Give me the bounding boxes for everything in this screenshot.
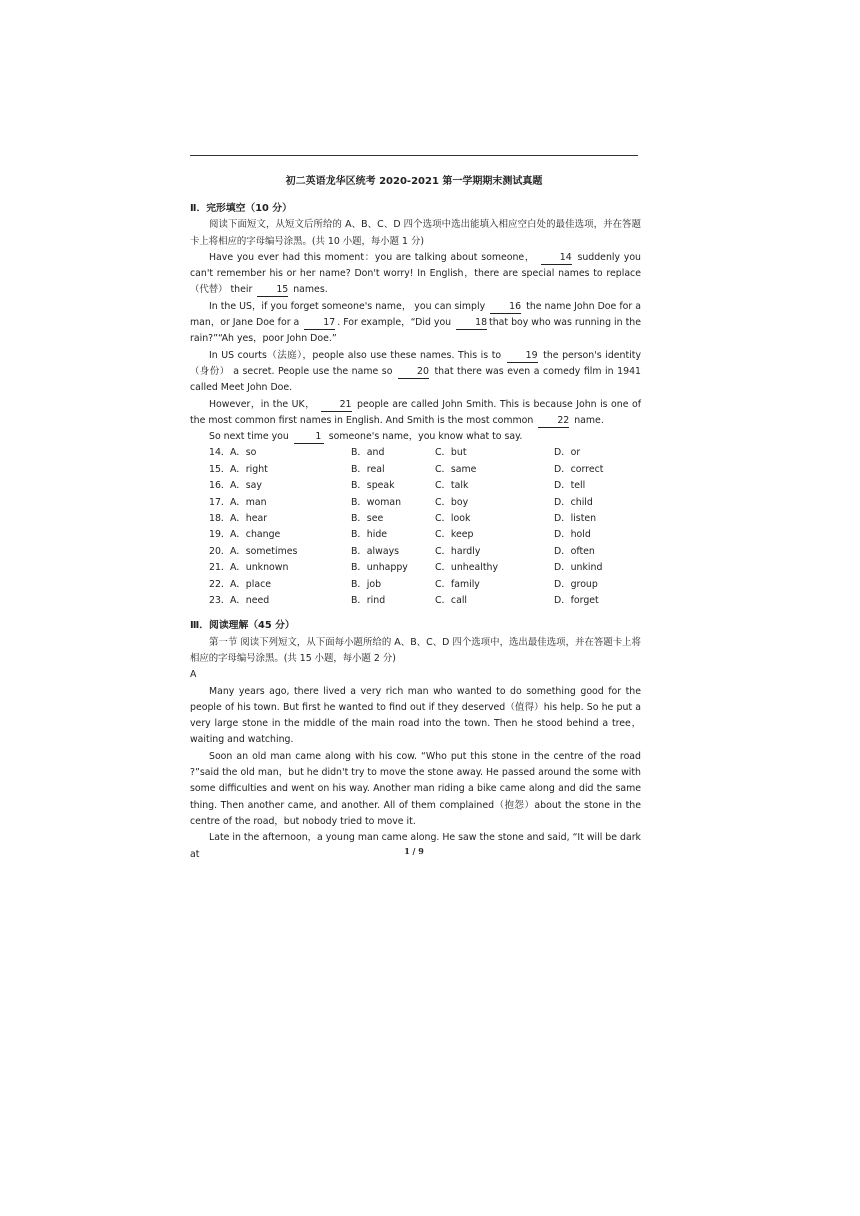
section-3-instructions: 第一节 阅读下列短文，从下面每小题所给的 A、B、C、D 四个选项中，选出最佳选项，并在答题卡上将相应的字母编号涂黑。(共 15 小题，每小题 2 分) xyxy=(190,636,641,664)
question-number: 19． xyxy=(209,529,231,541)
option-c: C．unhealthy xyxy=(435,562,499,574)
page-title: 初二英语龙华区统考 2020-2021 第一学期期末测试真题 xyxy=(285,176,543,187)
option-row xyxy=(209,495,641,511)
option-row xyxy=(209,511,641,527)
option-row xyxy=(209,462,641,478)
option-row xyxy=(209,478,641,494)
option-d: D．child xyxy=(554,496,593,508)
option-row xyxy=(209,577,641,593)
option-b: B．woman xyxy=(351,496,402,508)
option-a: A．change xyxy=(230,529,281,541)
option-c: C．same xyxy=(435,463,477,475)
option-a: A．hear xyxy=(230,513,268,525)
cloze-paragraph-2 xyxy=(190,299,641,348)
option-d: D．often xyxy=(554,545,595,557)
cloze-text: the person's identity（身份） a secret. People use the name so xyxy=(190,349,641,377)
question-number: 16． xyxy=(209,480,231,492)
cloze-text: Have you ever had this moment：you are talking about someone， xyxy=(209,251,536,263)
option-row xyxy=(209,560,641,576)
cloze-paragraph-1 xyxy=(190,250,641,299)
cloze-blank-21: 21 xyxy=(321,399,352,412)
answer-options xyxy=(209,445,641,609)
option-a: A．say xyxy=(230,480,262,492)
option-d: D．listen xyxy=(554,513,597,525)
question-number: 21． xyxy=(209,562,231,574)
option-d: D．group xyxy=(554,578,598,590)
option-b: B．job xyxy=(351,578,382,590)
cloze-paragraph-5 xyxy=(190,429,641,445)
option-d: D．unkind xyxy=(554,562,603,574)
option-a: A．so xyxy=(230,447,257,459)
option-c: C．but xyxy=(435,447,467,459)
cloze-blank-19: 19 xyxy=(507,350,538,363)
question-number: 20． xyxy=(209,545,231,557)
cloze-blank-15: 15 xyxy=(257,284,288,297)
option-b: B．and xyxy=(351,447,385,459)
exam-content xyxy=(190,201,641,863)
cloze-text: the name John Doe for a man，or Jane Doe for a xyxy=(190,300,641,329)
option-a: A．place xyxy=(230,578,272,590)
cloze-text: suddenly you can't remember his or her name? Don't worry! In English，there are special names to replace（代替） their xyxy=(190,251,641,296)
cloze-blank-17: 17 xyxy=(304,317,335,330)
option-c: C．boy xyxy=(435,496,469,508)
question-number: 15． xyxy=(209,463,231,475)
option-c: C．look xyxy=(435,513,471,525)
section-2-instructions: 阅读下面短文，从短文后所给的 A、B、C、D 四个选项中选出能填入相应空白处的最佳选项，并在答题卡上将相应的字母编号涂黑。(共 10 小题，每小题 1 分) xyxy=(190,219,641,247)
cloze-text: In the US，if you forget someone's name， you can simply xyxy=(209,300,486,312)
option-a: A．sometimes xyxy=(230,545,298,557)
cloze-text: name. xyxy=(574,414,604,426)
cloze-text: someone's name，you know what to say. xyxy=(328,431,523,443)
cloze-paragraph-4 xyxy=(190,397,641,430)
option-a: A．right xyxy=(230,463,268,475)
cloze-blank-16: 16 xyxy=(490,301,521,314)
page-number: 1 / 9 xyxy=(404,846,424,856)
section-2-heading: Ⅱ．完形填空（10 分） xyxy=(190,203,292,214)
option-b: B．see xyxy=(351,513,384,525)
option-d: D．or xyxy=(554,447,581,459)
section-3-heading: Ⅲ．阅读理解（45 分） xyxy=(190,620,295,632)
option-b: B．always xyxy=(351,545,400,557)
cloze-text: However，in the UK， xyxy=(209,398,316,410)
cloze-text: names. xyxy=(293,284,328,296)
question-number: 23． xyxy=(209,594,231,606)
question-number: 14． xyxy=(209,447,231,459)
cloze-text: . For example，“Did you xyxy=(337,317,452,329)
header-rule xyxy=(190,155,638,156)
passage-label: A xyxy=(190,669,197,681)
option-c: C．keep xyxy=(435,529,474,541)
cloze-paragraph-3 xyxy=(190,348,641,397)
option-b: B．hide xyxy=(351,529,388,541)
option-b: B．real xyxy=(351,463,385,475)
cloze-text: So next time you xyxy=(209,431,289,443)
option-c: C．hardly xyxy=(435,545,481,557)
option-row xyxy=(209,593,641,609)
passage-paragraph: Soon an old man came along with his cow. “Who put this stone in the centre of the road ?”said the old man，but he didn't try to move the stone away. He passed around the some with some difficulties and went on his way. Another man riding a bike came along and did the same thing. Then another came, and another. All of them complained（抱怨）about the stone in the centre of the road，but nobody tried to move it. xyxy=(190,750,641,827)
cloze-blank-14: 14 xyxy=(541,252,572,265)
option-row xyxy=(209,445,641,461)
passage-paragraph: Late in the afternoon，a young man came along. He saw the stone and said, “It will be dark at xyxy=(190,832,641,860)
question-number: 17． xyxy=(209,496,231,508)
question-number: 22． xyxy=(209,578,231,590)
option-d: D．correct xyxy=(554,463,604,475)
option-row xyxy=(209,527,641,543)
option-d: D．hold xyxy=(554,529,591,541)
question-number: 18． xyxy=(209,513,231,525)
option-c: C．talk xyxy=(435,480,469,492)
option-a: A．man xyxy=(230,496,267,508)
passage-paragraph: Many years ago, there lived a very rich man who wanted to do something good for the people of his town. But first he wanted to find out if they deserved（值得）his help. So he put a very large stone in the middle of the main road into the town. Then he stood behind a tree，waiting and watching. xyxy=(190,685,641,746)
option-c: C．call xyxy=(435,594,468,606)
cloze-blank-20: 20 xyxy=(398,366,429,379)
cloze-text: that there was even a comedy film in 1941 called Meet John Doe. xyxy=(190,365,641,394)
option-a: A．unknown xyxy=(230,562,289,574)
cloze-text: In US courts（法庭），people also use these names. This is to xyxy=(209,349,502,361)
cloze-text: that boy who was running in the rain?”“Ah yes，poor John Doe.” xyxy=(190,317,641,345)
option-row xyxy=(209,544,641,560)
cloze-blank-23: 1 xyxy=(294,431,324,444)
option-a: A．need xyxy=(230,594,270,606)
cloze-blank-22: 22 xyxy=(538,415,569,428)
option-b: B．rind xyxy=(351,594,386,606)
option-d: D．forget xyxy=(554,594,599,606)
option-d: D．tell xyxy=(554,480,586,492)
option-b: B．unhappy xyxy=(351,562,408,574)
option-c: C．family xyxy=(435,578,480,590)
cloze-blank-18: 18 xyxy=(456,317,487,330)
option-b: B．speak xyxy=(351,480,395,492)
cloze-text: people are called John Smith. This is because John is one of the most common first names in English. And Smith is the most common xyxy=(190,398,642,426)
